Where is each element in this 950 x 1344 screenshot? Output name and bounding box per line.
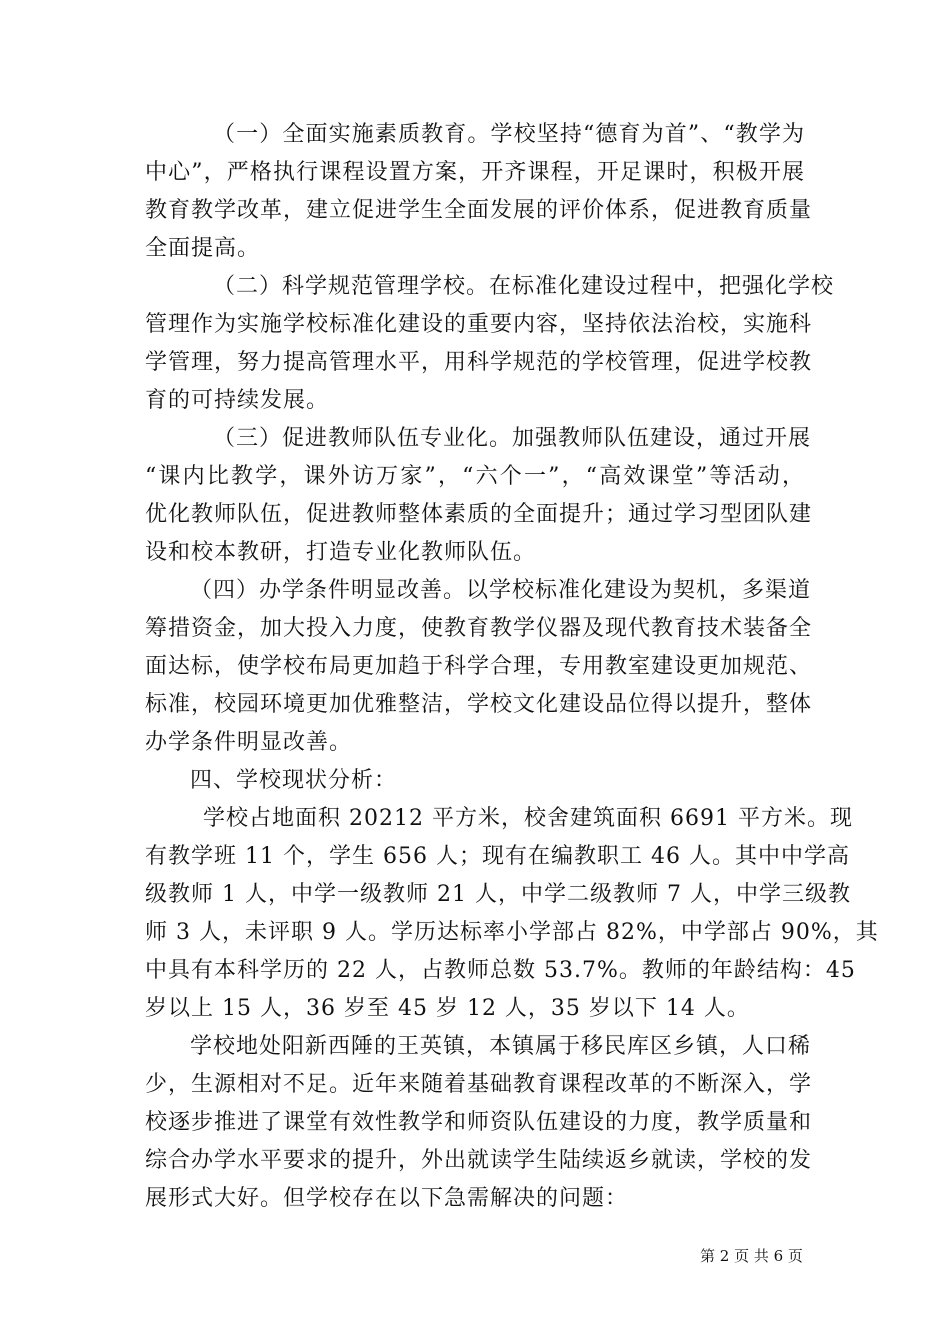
text-line: 面达标，使学校布局更加趋于科学合理，专用教室建设更加规范、	[145, 654, 813, 679]
text-line: 全面提高。	[145, 236, 261, 261]
text-line: 少，生源相对不足。近年来随着基础教育课程改革的不断深入，学	[145, 1072, 813, 1097]
page-number: 第 2 页 共 6 页	[700, 1247, 803, 1265]
text-line: 育的可持续发展。	[145, 388, 330, 413]
text-line: 学管理，努力提高管理水平，用科学规范的学校管理，促进学校教	[145, 350, 813, 375]
text-line: 标准，校园环境更加优雅整洁，学校文化建设品位得以提升，整体	[145, 692, 813, 717]
text-line: 教育教学改革，建立促进学生全面发展的评价体系，促进教育质量	[145, 198, 813, 223]
text-line: 办学条件明显改善。	[145, 730, 353, 755]
text-line: 综合办学水平要求的提升，外出就读学生陆续返乡就读，学校的发	[145, 1148, 813, 1173]
text-line: 师 3 人，未评职 9 人。学历达标率小学部占 82%，中学部占 90%，其	[145, 920, 879, 945]
text-line: 中具有本科学历的 22 人，占教师总数 53.7%。教师的年龄结构：45	[145, 958, 856, 983]
text-line: （二）科学规范管理学校。在标准化建设过程中，把强化学校	[213, 274, 835, 299]
text-line: （三）促进教师队伍专业化。加强教师队伍建设，通过开展	[213, 426, 812, 451]
text-line: “课内比教学，课外访万家”，“六个一”，“高效课堂”等活动，	[145, 464, 805, 489]
text-line: 设和校本教研，打造专业化教师队伍。	[145, 540, 537, 565]
text-line: 学校占地面积 20212 平方米，校舍建筑面积 6691 平方米。现	[203, 806, 853, 831]
text-line: 展形式大好。但学校存在以下急需解决的问题：	[145, 1186, 629, 1211]
text-line: 岁以上 15 人，36 岁至 45 岁 12 人，35 岁以下 14 人。	[145, 996, 750, 1021]
text-line: （一）全面实施素质教育。学校坚持“德育为首”、“教学为	[213, 122, 805, 147]
text-line: 级教师 1 人，中学一级教师 21 人，中学二级教师 7 人，中学三级教	[145, 882, 851, 907]
text-line: 有教学班 11 个，学生 656 人；现有在编教职工 46 人。其中中学高	[145, 844, 850, 869]
text-line: 管理作为实施学校标准化建设的重要内容，坚持依法治校，实施科	[145, 312, 813, 337]
text-line: 学校地处阳新西陲的王英镇，本镇属于移民库区乡镇，人口稀	[190, 1034, 812, 1059]
text-line: 校逐步推进了课堂有效性教学和师资队伍建设的力度，教学质量和	[145, 1110, 813, 1135]
text-line: （四）办学条件明显改善。以学校标准化建设为契机，多渠道	[190, 578, 812, 603]
section-heading: 四、学校现状分析：	[190, 768, 398, 793]
text-line: 筹措资金，加大投入力度，使教育教学仪器及现代教育技术装备全	[145, 616, 813, 641]
text-line: 中心”，严格执行课程设置方案，开齐课程，开足课时，积极开展	[145, 160, 805, 185]
text-line: 优化教师队伍，促进教师整体素质的全面提升；通过学习型团队建	[145, 502, 813, 527]
